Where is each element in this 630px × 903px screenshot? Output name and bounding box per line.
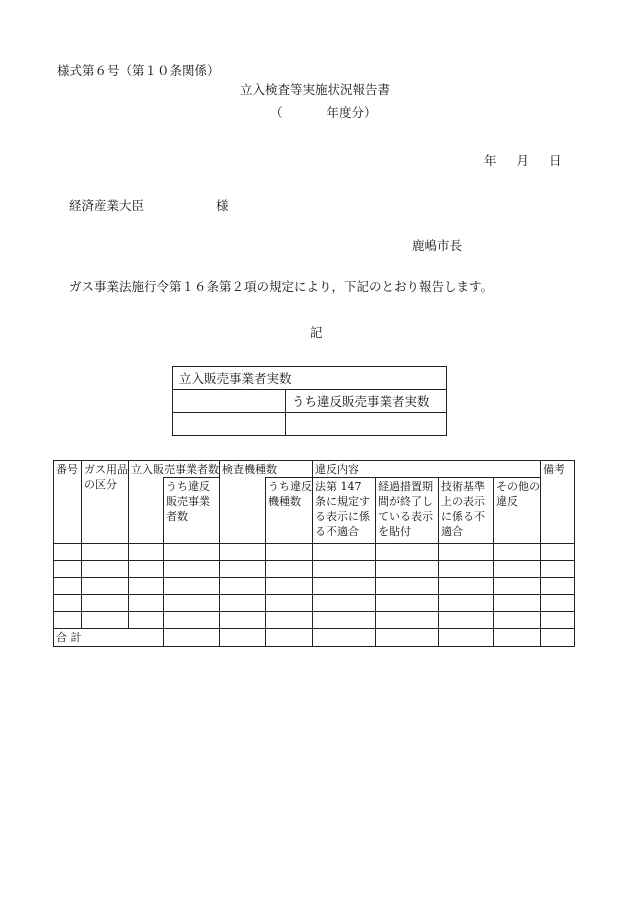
table-row [54,578,575,595]
col-remarks: 備考 [541,461,575,544]
col-category: ガス用品の区分 [82,461,129,544]
date-year: 年 [484,153,497,168]
inspected-total-cell [220,478,266,544]
document-title: 立入検査等実施状況報告書 [239,82,390,97]
date-line [484,151,562,169]
col-sellers: 立入販売事業者数 [129,461,220,478]
date-day: 日 [549,153,562,168]
table-row [54,561,575,578]
col-art147: 法第 147 条に規定する表示に係る不適合 [313,478,376,544]
col-tech-std: 技術基準上の表示に係る不適合 [439,478,494,544]
main-table [53,460,575,647]
total-label: 合 計 [54,629,164,647]
honorific: 様 [216,198,229,213]
col-no: 番号 [54,461,82,544]
sellers-total-cell [129,478,164,544]
addressee-name: 経済産業大臣 [69,198,145,213]
fiscal-year-open: （ [270,105,283,120]
table-row [54,544,575,561]
summary-sub-header: うち違反販売事業者実数 [286,390,447,413]
body-text: ガス事業法施行令第１６条第２項の規定により，下記のとおり報告します。 [69,279,494,294]
col-sellers-violation: うち違反販売事業者数 [164,478,220,544]
addressee [69,196,229,214]
col-transition: 経過措置期間が終了している表示を貼付 [376,478,439,544]
sender: 鹿嶋市長 [412,238,463,253]
form-number: 様式第６号（第１０条関係） [57,63,220,78]
table-row [54,595,575,612]
total-row [54,629,575,647]
summary-table [172,366,447,436]
summary-header: 立入販売事業者実数 [173,367,447,390]
ki-marker: 記 [310,325,323,340]
col-other: その他の違反 [494,478,541,544]
fiscal-year [270,103,377,121]
col-violations: 違反内容 [313,461,541,478]
table-row [54,612,575,629]
col-inspected-violation: うち違反機種数 [266,478,313,544]
summary-empty-cell [173,390,286,413]
col-inspected: 検査機種数 [220,461,313,478]
fiscal-year-label: 年度分） [326,105,377,120]
date-month: 月 [516,153,530,168]
summary-value-total [173,413,286,436]
summary-value-violation [286,413,447,436]
